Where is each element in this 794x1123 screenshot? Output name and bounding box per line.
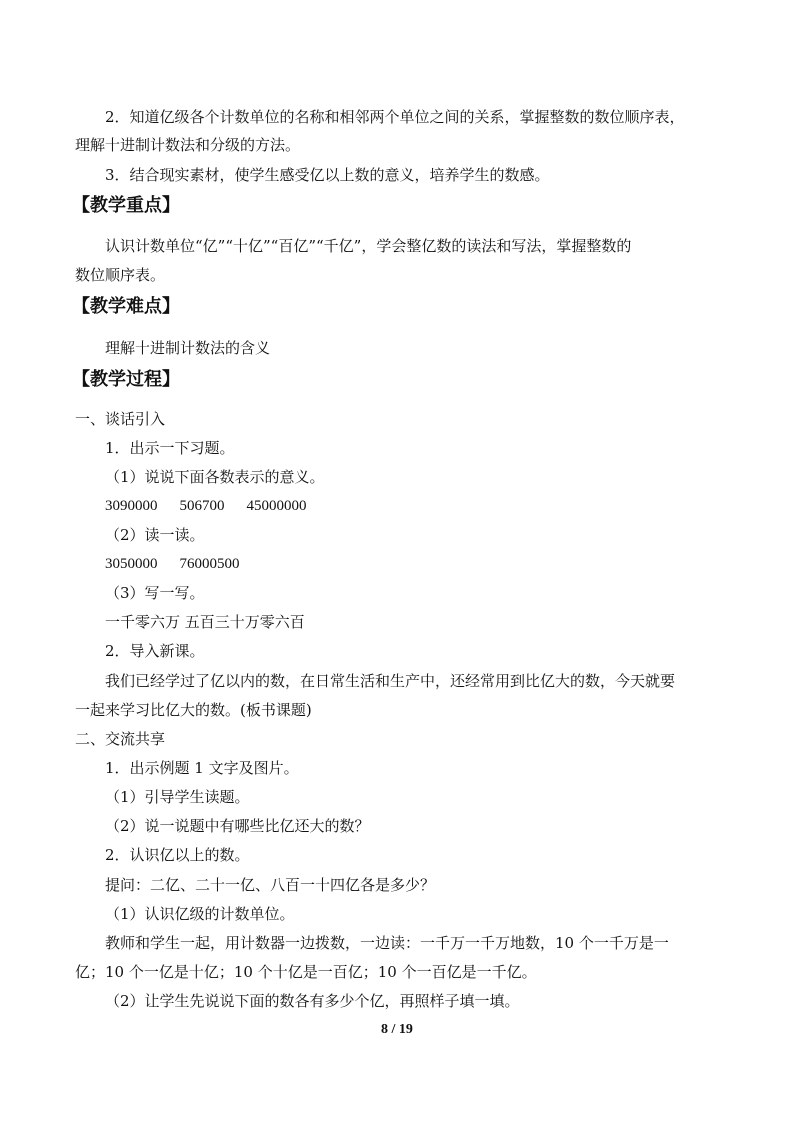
section-1-paragraph-line-2: 一起来学习比亿大的数。(板书课题) [75,701,312,719]
section-1-paragraph-line-1: 我们已经学过了亿以内的数，在日常生活和生产中，还经常用到比亿大的数，今天就要 [105,672,676,690]
objective-2-line-1: 2．知道亿级各个计数单位的名称和相邻两个单位之间的关系，掌握整数的数位顺序表， [105,108,685,126]
objective-3: 3．结合现实素材，使学生感受亿以上数的意义，培养学生的数感。 [105,166,550,184]
heading-teaching-focus: 【教学重点】 [72,195,180,216]
section-2-question-4: （2）让学生先说说下面的数各有多少个亿，再照样子填一填。 [105,992,520,1010]
focus-line-1: 认识计数单位“亿”“十亿”“百亿”“千亿”，学会整亿数的读法和写法，掌握整数的 [105,237,632,255]
section-1-item-1: 1．出示一下习题。 [105,439,235,457]
section-2-item-1: 1．出示例题 1 文字及图片。 [105,759,299,777]
number: 506700 [179,498,225,514]
difficulty-line-1: 理解十进制计数法的含义 [105,339,271,357]
section-2-item-2: 2．认识亿以上的数。 [105,846,250,864]
section-2-question-2: （2）说一说题中有哪些比亿还大的数？ [105,817,370,835]
number: 76000500 [179,556,240,572]
section-2-paragraph-line-1: 教师和学生一起，用计数器一边拨数，一边读：一千万一千万地数，10 个一千万是一 [105,934,669,952]
section-2-title: 二、交流共享 [75,730,166,748]
section-1-question-3: （3）写一写。 [105,584,205,602]
section-2-paragraph-line-2: 亿；10 个一亿是十亿；10 个十亿是一百亿；10 个一百亿是一千亿。 [75,963,537,981]
number: 3090000 [105,498,158,514]
section-1-question-2: （2）读一读。 [105,526,205,544]
heading-teaching-process: 【教学过程】 [72,369,180,390]
number: 45000000 [246,498,307,514]
section-2-question-3: （1）认识亿级的计数单位。 [105,905,295,923]
section-2-question-prompt: 提问：二亿、二十一亿、八百一十四亿各是多少？ [105,876,436,894]
number-row-2 [105,554,262,574]
focus-line-2: 数位顺序表。 [75,266,166,284]
number-row-1 [105,496,329,516]
objective-2-line-2: 理解十进制计数法和分级的方法。 [75,136,301,154]
section-1-item-2: 2．导入新课。 [105,642,205,660]
section-2-question-1: （1）引导学生读题。 [105,788,250,806]
number: 3050000 [105,556,158,572]
section-1-title: 一、谈话引入 [75,410,166,428]
heading-teaching-difficulty: 【教学难点】 [72,296,180,317]
page-number: 8 / 19 [381,1022,413,1037]
section-1-question-3-text: 一千零六万 五百三十万零六百 [105,613,305,631]
section-1-question-1: （1）说说下面各数表示的意义。 [105,468,325,486]
